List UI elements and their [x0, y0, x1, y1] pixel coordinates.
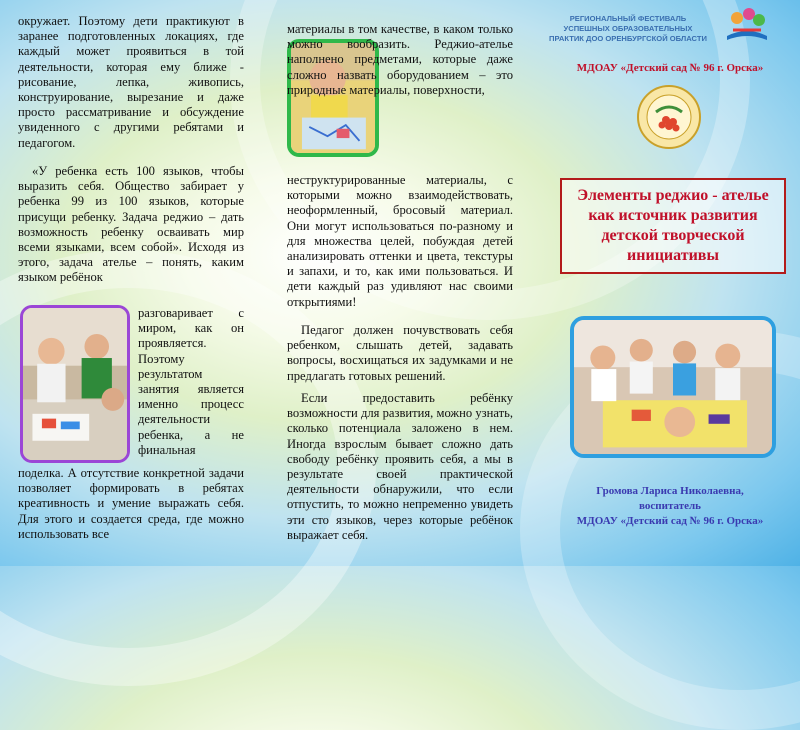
author-organization: МДОАУ «Детский сад № 96 г. Орска»: [576, 515, 764, 527]
paragraph-hundred-languages: «У ребенка есть 100 языков, чтобы выразить себя. Общество забирает у ребенка 99 из 100 языков, которые присущи ребенку. Задача реджио – дать возможность ребенку осваивать мир всеми языками, всем собой». Исходя из этого, задача ателье – понять, каким языком ребёнок: [18, 164, 244, 285]
festival-logo: [723, 6, 771, 46]
photo-children-painting: [20, 305, 130, 463]
paragraph-creativity: поделка. А отсутствие конкретной задачи позволяет формировать в ребятах креативность и умение выражать себя. Для этого и создается среда, где можно использовать все: [18, 466, 244, 541]
photo-children-group: [570, 316, 776, 458]
author-name: Громова Лариса Николаевна,: [596, 485, 744, 497]
paragraph-process: разговаривает с миром, как он проявляется. Поэтому результатом занятия является именно процесс деятельности ребенка, а не финальная: [138, 306, 244, 457]
title-box: [560, 178, 786, 274]
author-role: воспитатель: [639, 500, 701, 512]
kindergarten-emblem: [636, 84, 702, 150]
paragraph-materials: материалы в том качестве, в каком только можно вообразить. Реджио-ателье наполнено предметами, которые даже сложно назвать оборудованием – это природные материалы, поверхности,: [287, 22, 513, 97]
paragraph-locations: окружает. Поэтому дети практикуют в заранее подготовленных локациях, где каждый может проявиться в той деятельности, которая ему ближе - рисование, лепка, живопись, конструирование, вырезание и даже просто рассматривание и обсуждение увиденного с другими ребятами и педагогом.: [18, 14, 244, 150]
column-left: [18, 0, 244, 566]
column-right: [540, 0, 800, 566]
brochure-title: Элементы реджио - ателье как источник развития детской творческой инициативы: [577, 187, 769, 264]
paragraph-hundred-languages-conclusion: Если предоставить ребёнку возможности для развития, можно узнать, сколько потенциала заложено в нем. Иногда взрослым бывает сложно дать свободу ребёнку проявить себя, а мы в результате своей практической деятельности обнаружили, что если отпустить, то можно непременно увидеть эти сто языков, через которые ребёнок выражает себя.: [287, 391, 513, 542]
column-middle: [287, 0, 513, 566]
festival-header: РЕГИОНАЛЬНЫЙ ФЕСТИВАЛЬ УСПЕШНЫХ ОБРАЗОВАТЕЛЬНЫХ ПРАКТИК ДОО ОРЕНБУРГСКОЙ ОБЛАСТИ: [549, 14, 707, 43]
paragraph-unstructured: неструктурированные материалы, с которыми можно взаимодействовать, неоформленный, бросовый материал. Они могут использоваться по-разному и для множества целей, побуждая детей анализировать оттенки и цвета, текстуры и запахи, и то, как ими пользоваться. И дети каждый раз удивляют нас своими открытиями!: [287, 173, 513, 309]
organization-name: МДОАУ «Детский сад № 96 г. Орска»: [576, 62, 764, 74]
paragraph-teacher: Педагог должен почувствовать себя ребенком, слышать детей, задавать вопросы, восхищаться их задумками и не предлагать готовых решений.: [287, 323, 513, 383]
